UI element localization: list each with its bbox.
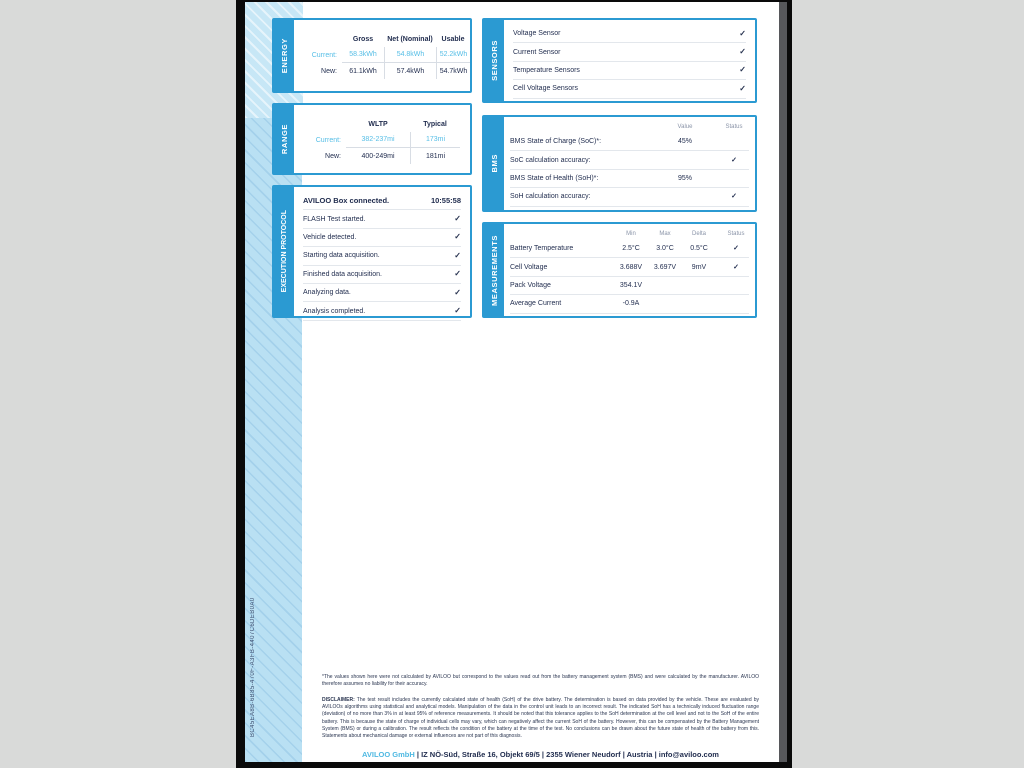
range-table	[294, 105, 470, 164]
company-address: | IZ NÖ-Süd, Straße 16, Objekt 69/5 | 2355 Wiener Neudorf | Austria | info@aviloo.com	[414, 750, 719, 759]
row-text: Current Sensor	[513, 48, 561, 56]
check-icon: ✓	[739, 28, 746, 38]
list-row	[513, 25, 746, 43]
check-icon: ✓	[731, 156, 737, 164]
value-cell: 57.4kWh	[384, 63, 436, 79]
range-card	[272, 103, 472, 175]
sensors-card	[482, 18, 757, 103]
range-body	[294, 105, 470, 173]
bms-row	[510, 133, 749, 151]
value-cell: 58.3kWh	[342, 47, 384, 63]
column-header: Typical	[423, 120, 447, 128]
measurement-row	[510, 277, 749, 295]
max-cell: 3.697V	[653, 263, 677, 271]
value-cell: 52.2kWh	[436, 47, 470, 63]
sensors-list	[504, 20, 755, 99]
min-cell: -0.9A	[622, 300, 640, 308]
sensors-label: SENSORS	[489, 40, 499, 81]
column-header: Net (Nominal)	[387, 35, 433, 43]
execution-protocol-label-strip	[274, 187, 294, 316]
page-bottom-edge	[236, 762, 792, 768]
column-header: Gross	[352, 35, 374, 43]
page-left-edge	[236, 0, 245, 768]
value-cell: 400-249mi	[361, 152, 395, 160]
execution-protocol-body	[294, 187, 470, 316]
min-cell: 354.1V	[619, 281, 643, 289]
check-icon: ✓	[454, 250, 461, 260]
list-row	[303, 284, 461, 302]
check-icon: ✓	[739, 83, 746, 93]
row-text: Battery Temperature	[510, 245, 574, 253]
row-text: Starting data acquisition.	[303, 252, 380, 260]
check-icon: ✓	[739, 47, 746, 57]
value-cell: 61.1kWh	[349, 67, 377, 75]
page-right-edge	[787, 0, 792, 768]
list-row	[303, 229, 461, 247]
range-label: RANGE	[279, 123, 289, 155]
measurements-column-headers	[504, 224, 755, 240]
corner-cell	[296, 31, 342, 47]
check-icon: ✓	[454, 287, 461, 297]
bms-card	[482, 115, 757, 212]
list-row	[513, 43, 746, 61]
measurements-table	[504, 240, 755, 314]
range-label-strip	[274, 105, 294, 173]
row-label: New:	[325, 152, 341, 160]
list-row	[303, 192, 461, 210]
measurements-card	[482, 222, 757, 318]
energy-card	[272, 18, 472, 93]
delta-cell: 9mV	[691, 263, 707, 271]
row-text: Average Current	[510, 300, 562, 308]
column-header: Status	[727, 231, 745, 237]
delta-cell: 0.5°C	[690, 245, 708, 253]
row-label: Current:	[315, 136, 341, 144]
measurement-row	[510, 258, 749, 276]
list-row	[303, 302, 461, 320]
footer-contact-line	[302, 750, 779, 759]
energy-label: ENERGY	[279, 37, 289, 74]
column-header: Usable	[441, 35, 465, 43]
row-text: Analysis completed.	[303, 307, 366, 315]
measurements-label: MEASUREMENTS	[489, 234, 499, 306]
list-row	[513, 80, 746, 98]
list-row	[303, 210, 461, 228]
bms-body	[504, 117, 755, 210]
sensors-label-strip	[484, 20, 504, 101]
execution-protocol-card	[272, 185, 472, 318]
timestamp: 10:55:58	[430, 196, 461, 206]
energy-table	[294, 20, 470, 79]
bms-column-headers	[504, 117, 755, 133]
row-text: Vehicle detected.	[303, 233, 357, 241]
row-text: SoH calculation accuracy:	[510, 193, 591, 201]
report-page	[245, 0, 779, 768]
value-cell: 181mi	[410, 148, 460, 164]
row-text: Cell Voltage Sensors	[513, 85, 578, 93]
bms-row	[510, 151, 749, 169]
row-text: Cell Voltage	[510, 263, 548, 271]
value-cell: 382-237mi	[346, 132, 410, 148]
row-text: BMS State of Health (SoH)*:	[510, 174, 599, 182]
column-header: Delta	[691, 231, 706, 237]
value-cell: 45%	[677, 138, 692, 146]
bms-row	[510, 188, 749, 206]
column-header: Value	[677, 124, 693, 130]
row-text: Temperature Sensors	[513, 66, 580, 74]
bms-values-footnote: *The values shown here were not calculated by AVILOO but correspond to the values read out from the battery management system (BMS) and were calculated by the manufacturer. AVILOO therefore assumes no liability for their accuracy.	[322, 674, 759, 687]
row-text: SoC calculation accuracy:	[510, 156, 591, 164]
bms-label-strip	[484, 117, 504, 210]
column-header: WLTP	[368, 120, 388, 128]
scrollbar[interactable]	[779, 0, 787, 768]
value-cell: 95%	[677, 174, 692, 182]
row-label: New:	[321, 67, 337, 75]
execution-protocol-list	[294, 187, 470, 321]
bms-label: BMS	[489, 154, 499, 173]
check-icon: ✓	[731, 193, 737, 201]
column-header: Status	[725, 124, 743, 130]
check-icon: ✓	[739, 65, 746, 75]
row-text: BMS State of Charge (SoC)*:	[510, 138, 602, 146]
energy-label-strip	[274, 20, 294, 91]
sensors-body	[504, 20, 755, 101]
check-icon: ✓	[454, 214, 461, 224]
execution-protocol-label: EXECUTION PROTOCOL	[280, 210, 288, 293]
column-header: Min	[626, 231, 636, 237]
min-cell: 3.688V	[619, 263, 643, 271]
check-icon: ✓	[454, 269, 461, 279]
min-cell: 2.5°C	[622, 245, 640, 253]
disclaimer-text	[322, 697, 759, 740]
row-text: AVILOO Box connected.	[303, 196, 390, 206]
value-cell: 54.8kWh	[384, 47, 436, 63]
row-label: Current:	[311, 51, 337, 59]
list-row	[513, 62, 746, 80]
column-header: Max	[659, 231, 671, 237]
check-icon: ✓	[454, 232, 461, 242]
disclaimer-label: DISCLAIMER:	[322, 697, 355, 703]
measurement-row	[510, 240, 749, 258]
bms-table	[504, 133, 755, 207]
page-top-edge	[236, 0, 792, 2]
measurements-body	[504, 224, 755, 316]
row-text: Analyzing data.	[303, 289, 351, 297]
list-row	[303, 247, 461, 265]
row-text: Voltage Sensor	[513, 30, 561, 38]
value-cell: 54.7kWh	[436, 63, 470, 79]
value-cell: 173mi	[410, 132, 460, 148]
measurements-label-strip	[484, 224, 504, 316]
row-text: Finished data acquisition.	[303, 270, 382, 278]
measurement-row	[510, 295, 749, 313]
check-icon: ✓	[733, 263, 739, 271]
row-text: FLASH Test started.	[303, 215, 366, 223]
row-text: Pack Voltage	[510, 281, 551, 289]
corner-cell	[296, 116, 346, 132]
energy-body	[294, 20, 470, 91]
company-name: AVILOO GmbH	[362, 750, 415, 759]
list-row	[303, 266, 461, 284]
max-cell: 3.0°C	[656, 245, 674, 253]
document-id: BC45EA8B-6B85-470F-A3FB-4407C6DEB0A0	[250, 597, 256, 738]
check-icon: ✓	[454, 306, 461, 316]
bms-row	[510, 170, 749, 188]
check-icon: ✓	[733, 245, 739, 253]
disclaimer-body: The test result includes the currently calculated state of health (SoH) of the drive battery. The determination is based on data provided by the vehicle. These are evaluated by AVILOOs algorithms using statistical and analytical models. Manipulation of the data in the control unit leads to an incorrect result. The indicated SoH has a technically induced fluctuation range (deviation) of no more than 3% in at least 95% of reference measurements. It should be noted that this tolerance applies to the SoH determination at the cell level and not to the SoH of the entire battery. This is because the state of charge of individual cells may vary, which can negatively affect the current SoH of the battery. However, this can be compensated by the Battery Management System (BMS) or during a calibration. The result reflects the condition of the battery at the time of the test. No conclusions can be drawn about the future state of health of the battery from this. Statements about mechanical damage or external influences are not part of this diagnosis.	[322, 697, 759, 740]
